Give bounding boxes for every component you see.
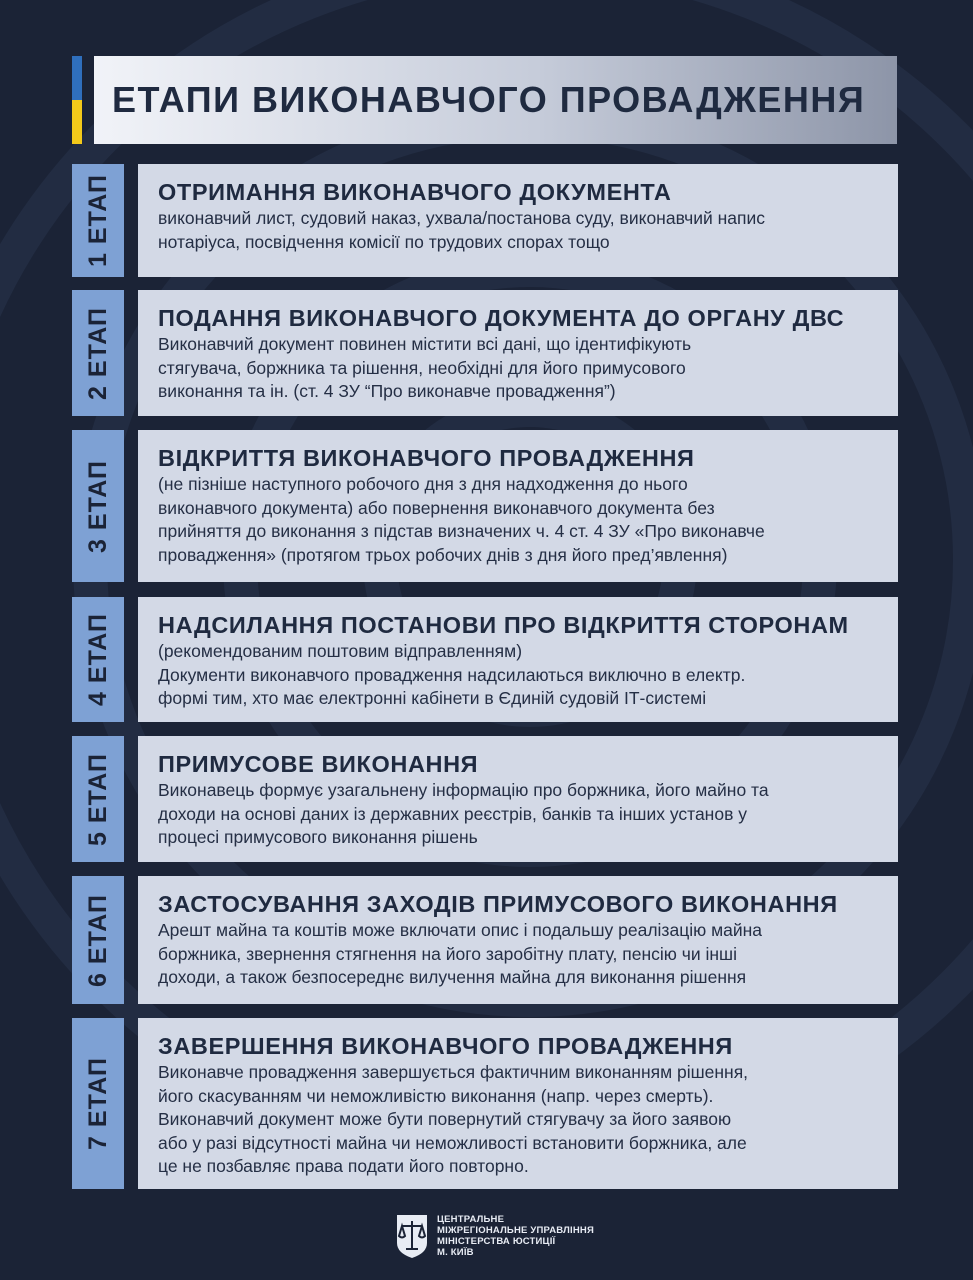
- stage-text-line: процесі примусового виконання рішень: [158, 827, 478, 847]
- stage-text-line: виконавчий лист, судовий наказ, ухвала/постанова суду, виконавчий напис: [158, 208, 766, 228]
- stage-5: [72, 736, 898, 862]
- flag-stripe-yellow: [72, 100, 82, 144]
- stage-description: [158, 333, 884, 404]
- footer-line: ЦЕНТРАЛЬНЕ: [437, 1214, 505, 1225]
- stage-text-line: доходи, а також безпосереднє вилучення майна для виконання рішення: [158, 967, 747, 987]
- stage-title: ЗАВЕРШЕННЯ ВИКОНАВЧОГО ПРОВАДЖЕННЯ: [158, 1033, 733, 1059]
- stage-6: [72, 876, 898, 1004]
- stage-text-line: формі тим, хто має електронні кабінети в Єдиній судовій ІТ-системі: [158, 688, 707, 708]
- stage-tab: [72, 430, 124, 582]
- stage-4: [72, 597, 898, 722]
- stage-content: [138, 597, 898, 722]
- stage-label: 5 ЕТАП: [83, 752, 112, 846]
- header: [72, 56, 897, 144]
- stage-description: [158, 1061, 884, 1179]
- stage-text-line: провадження» (протягом трьох робочих днів з дня його пред’явлення): [158, 544, 728, 565]
- stage-2: [72, 290, 898, 416]
- stage-text-line: Виконавчий документ може бути повернутий стягувачу за його заявою: [158, 1109, 732, 1129]
- stage-tab: [72, 164, 124, 277]
- stage-description: [158, 207, 884, 254]
- stage-text-line: (рекомендованим поштовим відправленням): [158, 641, 523, 661]
- stage-1: [72, 164, 898, 277]
- footer: [395, 1213, 594, 1259]
- stage-text-line: Виконавець формує узагальнену інформацію про боржника, його майно та: [158, 780, 769, 800]
- stage-content: [138, 290, 898, 416]
- stage-text-line: його скасуванням чи неможливістю виконання (напр. через смерть).: [158, 1085, 714, 1106]
- stage-title: ПОДАННЯ ВИКОНАВЧОГО ДОКУМЕНТА ДО ОРГАНУ ДВС: [158, 305, 845, 331]
- title-banner: [94, 56, 897, 144]
- page-title: ЕТАПИ ВИКОНАВЧОГО ПРОВАДЖЕННЯ: [112, 79, 866, 120]
- stage-tab: [72, 736, 124, 862]
- stage-text-line: Виконавче провадження завершується фактичним виконанням рішення,: [158, 1062, 749, 1082]
- stage-content: [138, 876, 898, 1004]
- footer-line: МІНІСТЕРСТВА ЮСТИЦІЇ: [437, 1236, 556, 1247]
- stage-tab: [72, 597, 124, 722]
- footer-line: М. КИЇВ: [437, 1247, 474, 1258]
- stage-text-line: (не пізніше наступного робочого дня з дня надходження до нього: [158, 474, 688, 494]
- stage-label: 7 ЕТАП: [83, 1057, 112, 1150]
- stage-title: ЗАСТОСУВАННЯ ЗАХОДІВ ПРИМУСОВОГО ВИКОНАННЯ: [158, 891, 838, 917]
- stage-content: [138, 164, 898, 277]
- stage-description: [158, 640, 884, 711]
- scales-of-justice-icon: [395, 1213, 429, 1259]
- stage-description: [158, 919, 884, 990]
- footer-line: МІЖРЕГІОНАЛЬНЕ УПРАВЛІННЯ: [437, 1225, 594, 1236]
- stage-text-line: стягувача, боржника та рішення, необхідні для його примусового: [158, 357, 686, 378]
- stage-text-line: виконавчого документа) або повернення виконавчого документа без: [158, 497, 715, 518]
- flag-stripe-blue: [72, 56, 82, 100]
- stage-7: [72, 1018, 898, 1189]
- stage-tab: [72, 290, 124, 416]
- stage-tab: [72, 876, 124, 1004]
- stage-description: [158, 473, 884, 567]
- stage-label: 3 ЕТАП: [83, 459, 112, 553]
- stage-description: [158, 779, 884, 850]
- stage-label: 4 ЕТАП: [83, 613, 112, 706]
- stage-label: 6 ЕТАП: [83, 893, 112, 987]
- stage-content: [138, 736, 898, 862]
- stage-title: ВІДКРИТТЯ ВИКОНАВЧОГО ПРОВАДЖЕННЯ: [158, 445, 695, 471]
- stage-title: ОТРИМАННЯ ВИКОНАВЧОГО ДОКУМЕНТА: [158, 179, 672, 205]
- stage-text-line: Виконавчий документ повинен містити всі дані, що ідентифікують: [158, 334, 692, 354]
- stage-label: 1 ЕТАП: [83, 174, 112, 267]
- stage-title: НАДСИЛАННЯ ПОСТАНОВИ ПРО ВІДКРИТТЯ СТОРОНАМ: [158, 612, 849, 638]
- stage-title: ПРИМУСОВЕ ВИКОНАННЯ: [158, 751, 479, 777]
- stage-label: 2 ЕТАП: [83, 306, 112, 400]
- stage-text-line: нотаріуса, посвідчення комісії по трудових спорах тощо: [158, 231, 610, 252]
- stage-text-line: це не позбавляє права подати його повторно.: [158, 1156, 529, 1176]
- stage-text-line: боржника, звернення стягнення на його заробітну плату, пенсію чи інші: [158, 943, 737, 964]
- footer-org-name: [437, 1214, 594, 1258]
- stage-3: [72, 430, 898, 582]
- stage-text-line: виконання та ін. (ст. 4 ЗУ “Про виконавче провадження”): [158, 381, 616, 401]
- stage-text-line: Документи виконавчого провадження надсилаються виключно в електр.: [158, 664, 746, 685]
- stage-content: [138, 430, 898, 582]
- stage-content: [138, 1018, 898, 1189]
- stage-text-line: доходи на основі даних із державних реєстрів, банків та інших установ у: [158, 803, 747, 824]
- stage-text-line: або у разі відсутності майна чи неможливості встановити боржника, але: [158, 1132, 747, 1153]
- stage-text-line: Арешт майна та коштів може включати опис і подальшу реалізацію майна: [158, 920, 763, 940]
- stage-tab: [72, 1018, 124, 1189]
- stage-text-line: прийняття до виконання з підстав визначених ч. 4 ст. 4 ЗУ «Про виконавче: [158, 521, 765, 541]
